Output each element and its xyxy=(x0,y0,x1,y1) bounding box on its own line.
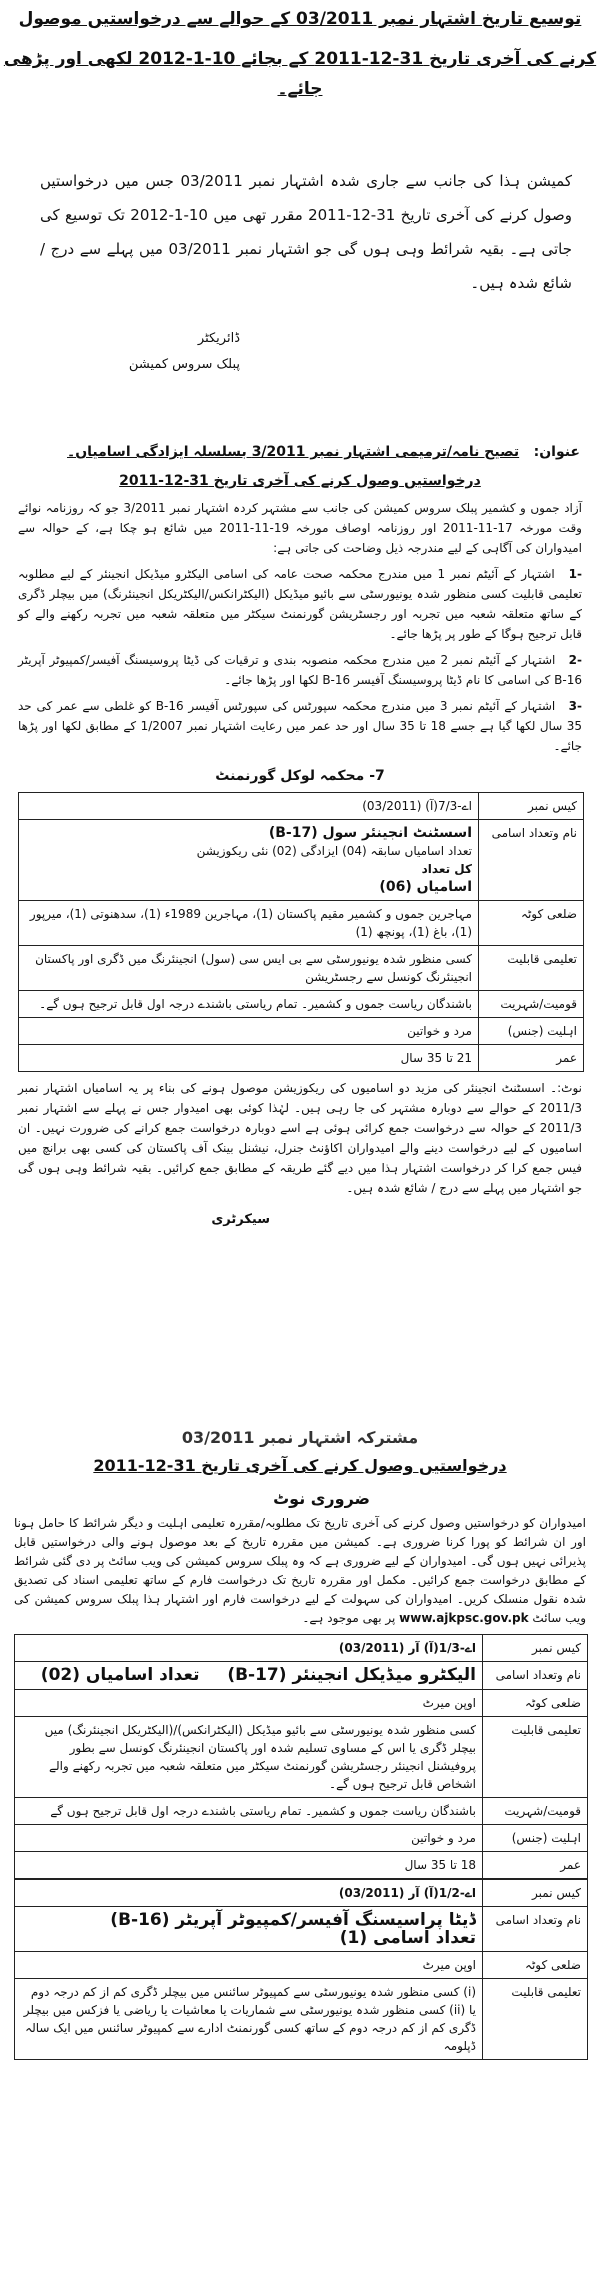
row-value: 21 تا 35 سال xyxy=(19,1045,479,1072)
table-row xyxy=(15,1880,588,1907)
table-row xyxy=(15,1690,588,1717)
secretary-signature: سیکرٹری xyxy=(211,1212,270,1227)
row-label: قومیت/شہریت xyxy=(479,991,584,1018)
row-value: اے-1/2(آ) آر (03/2011) xyxy=(15,1880,483,1907)
main-ad-deadline: درخواستیں وصول کرنے کی آخری تاریخ 31-12-2011 xyxy=(93,1456,507,1475)
row-label: ضلعی کوٹہ xyxy=(483,1952,588,1979)
post-cell xyxy=(15,1662,483,1690)
corrigendum-point-1 xyxy=(0,558,600,644)
important-note-text xyxy=(0,1512,600,1628)
row-label: اہلیت (جنس) xyxy=(479,1018,584,1045)
table-row xyxy=(19,1018,584,1045)
table-row xyxy=(15,1825,588,1852)
post-cell xyxy=(15,1907,483,1952)
row-value: (i) کسی منظور شدہ یونیورسٹی سے کمپیوٹر سائنس میں بیچلر ڈگری کم از کم درجہ دوم یا (ii) کسی منظور شدہ یونیورسٹی سے شماریات یا معاشیات یا ریاضی یا فزکس میں بیچلر ڈگری کم از کم درجہ دوم کے ساتھ کسی گورنمنٹ ادارے سے کمپیوٹر سائنس میں ایک سالہ ڈپلومہ xyxy=(15,1979,483,2060)
row-label: عمر xyxy=(479,1045,584,1072)
table-row xyxy=(15,1952,588,1979)
table-row xyxy=(19,793,584,820)
post-cell xyxy=(19,820,479,901)
point-text: اشتہار کے آئیٹم نمبر 3 میں مندرج محکمہ سپورٹس کی سپورٹس آفیسر B-16 کو غلطی سے عمر کی حد 35 سال لکھا گیا ہے جسے 18 تا 35 سال اور حد عمر میں رعایت اشتہار نمبر 1/2007 کے مطابق لکھا اور پڑھا جائے۔ xyxy=(18,699,582,753)
note-suffix: پر بھی موجود ہے۔ xyxy=(302,1611,396,1625)
table-row xyxy=(15,1717,588,1798)
signature-title: ڈائریکٹر xyxy=(197,331,240,346)
table-row xyxy=(19,1045,584,1072)
extension-title-line1: توسیع تاریخ اشتہار نمبر 03/2011 کے حوالے سے درخواستیں موصول xyxy=(18,9,582,29)
table-row xyxy=(19,901,584,946)
corrigendum-subject-row xyxy=(0,440,600,464)
row-label: تعلیمی قابلیت xyxy=(479,946,584,991)
row-value: اوپن میرٹ xyxy=(15,1690,483,1717)
post-count-label: کل تعداد xyxy=(421,862,472,876)
extension-body: کمیشن ہذا کی جانب سے جاری شدہ اشتہار نمبر 03/2011 جس میں درخواستیں وصول کرنے کی آخری تاریخ 31-12-2011 مقرر تھی میں 10-1-2012 تک توسیع کی جاتی ہے۔ بقیہ شرائط وہی ہوں گی جو اشتہار نمبر 03/2011 میں پہلے سے درج / شائع شدہ ہیں۔ xyxy=(40,172,572,292)
row-value: مرد و خواتین xyxy=(15,1825,483,1852)
extension-notice xyxy=(0,4,600,378)
row-value: باشندگان ریاست جموں و کشمیر۔ تمام ریاستی باشندے درجہ اول قابل ترجیح ہوں گے xyxy=(15,1798,483,1825)
post-extra: تعداد اسامیاں سابقہ (04) ایزادگی (02) نئی ریکوزیشن xyxy=(196,844,472,858)
subject-label: عنوان: xyxy=(533,444,580,460)
point-number: -3 xyxy=(568,699,582,713)
corrigendum xyxy=(0,440,600,1227)
corrigendum-subtitle: درخواستیں وصول کرنے کی آخری تاریخ 31-12-2011 xyxy=(119,473,481,489)
post-count: تعداد اسامیاں (02) xyxy=(40,1665,200,1685)
signature-org: پبلک سروس کمیشن xyxy=(128,357,240,372)
post-count: اسامیاں (06) xyxy=(379,879,472,895)
corrigendum-point-2 xyxy=(0,644,600,690)
main-ad-heading: مشترکہ اشتہار نمبر 03/2011 xyxy=(181,1428,419,1447)
row-label: کیس نمبر xyxy=(483,1880,588,1907)
row-value: 18 تا 35 سال xyxy=(15,1852,483,1879)
row-label: نام وتعداد اسامی xyxy=(483,1662,588,1690)
row-label: ضلعی کوٹہ xyxy=(483,1690,588,1717)
row-label: نام وتعداد اسامی xyxy=(483,1907,588,1952)
point-text: اشتہار کے آئیٹم نمبر 2 میں مندرج محکمہ منصوبہ بندی و ترقیات کی ڈیٹا پروسیسنگ آفیسر/کمپیوٹر آپریٹر B-16 کی اسامی کا نام ڈیٹا پروسیسنگ آفیسر B-16 لکھا اور پڑھا جائے۔ xyxy=(18,653,582,687)
table-row xyxy=(15,1907,588,1952)
row-value: اے-1/3(آ) آر (03/2011) xyxy=(15,1635,483,1662)
table-row xyxy=(15,1635,588,1662)
extension-signature xyxy=(0,326,240,378)
extension-title-line2: کرنے کی آخری تاریخ 31-12-2011 کے بجائے 10-1-2012 لکھی اور پڑھی جائے۔ xyxy=(3,49,597,99)
website-link[interactable]: www.ajkpsc.gov.pk xyxy=(399,1611,529,1625)
row-value: مہاجرین جموں و کشمیر مقیم پاکستان (1)، مہاجرین 1989ء (1)، سدھنوتی (1)، میرپور (1)، باغ (1)، پونچھ (1) xyxy=(19,901,479,946)
table-row xyxy=(19,820,584,901)
point-text: اشتہار کے آئیٹم نمبر 1 میں مندرج محکمہ صحت عامہ کی اسامی الیکٹرو میڈیکل انجینئر کے لیے مطلوبہ تعلیمی قابلیت کسی منظور شدہ یونیورسٹی سے بائیو میڈیکل (الیکٹرانکس/الیکٹریکل انجینئرنگ) میں بیچلر ڈگری کے ساتھ متعلقہ شعبہ میں تجربہ اور رجسٹریشن گورنمنٹ سیکٹر میں متعلقہ شعبہ میں تجربہ رکھنے والے کو قابل ترجیح ہوگا کے طور پر پڑھا جائے۔ xyxy=(18,567,582,641)
row-value: کسی منظور شدہ یونیورسٹی سے بائیو میڈیکل (الیکٹرانکس)/(الیکٹریکل انجینئرنگ) میں بیچلر ڈگری یا اس کے مساوی تسلیم شدہ اور پاکستان انجینئرنگ کونسل سے بطور پروفیشنل انجینئر رجسٹریشن گورنمنٹ سیکٹر میں متعلقہ شعبہ میں تجربہ رکھنے والے اشخاص قابل ترجیح ہوں گے۔ xyxy=(15,1717,483,1798)
case1-table xyxy=(14,1634,588,1879)
case2-table xyxy=(14,1879,588,2060)
row-label: اہلیت (جنس) xyxy=(483,1825,588,1852)
post-name: ڈیٹا پراسیسنگ آفیسر/کمپیوٹر آپریٹر (B-16) xyxy=(110,1910,476,1930)
subject-text: تصیح نامہ/ترمیمی اشتہار نمبر 3/2011 بسلسلہ ایزادگی اسامیاں۔ xyxy=(67,444,520,460)
row-label: تعلیمی قابلیت xyxy=(483,1717,588,1798)
post-name: الیکٹرو میڈیکل انجینئر (B-17) xyxy=(227,1665,476,1685)
row-value: باشندگان ریاست جموں و کشمیر۔ تمام ریاستی باشندے درجہ اول قابل ترجیح ہوں گے۔ xyxy=(19,991,479,1018)
important-note-title: ضروری نوٹ xyxy=(273,1489,370,1508)
corrigendum-point-3 xyxy=(0,690,600,756)
row-label: عمر xyxy=(483,1852,588,1879)
table-row xyxy=(19,991,584,1018)
table-row xyxy=(15,1852,588,1879)
row-label: تعلیمی قابلیت xyxy=(483,1979,588,2060)
corrigendum-intro: آزاد جموں و کشمیر پبلک سروس کمیشن کی جانب سے مشتہر کردہ اشتہار نمبر 3/2011 جو کہ روزنامہ نوائے وقت مورخہ 17-11-2011 اور روزنامہ اوصاف مورخہ 19-11-2011 میں شائع ہو چکا ہے، کے حوالہ سے امیدواران کی آگاہی کے لیے مندرجہ ذیل وضاحت کی جاتی ہے: xyxy=(18,501,583,555)
post-count: تعداد اسامی (1) xyxy=(339,1928,476,1948)
table-row xyxy=(19,946,584,991)
row-label: ضلعی کوٹہ xyxy=(479,901,584,946)
point-number: -1 xyxy=(568,567,582,581)
local-government-heading: 7- محکمہ لوکل گورنمنٹ xyxy=(215,768,385,784)
row-label: نام وتعداد اسامی xyxy=(479,820,584,901)
table-row xyxy=(15,1662,588,1690)
row-label: کیس نمبر xyxy=(479,793,584,820)
row-value: مرد و خواتین xyxy=(19,1018,479,1045)
main-advertisement xyxy=(0,1424,600,2060)
row-value: اوپن میرٹ xyxy=(15,1952,483,1979)
point-number: -2 xyxy=(568,653,582,667)
row-label: کیس نمبر xyxy=(483,1635,588,1662)
table-row xyxy=(15,1979,588,2060)
table-row xyxy=(15,1798,588,1825)
note-body: امیدواران کو درخواستیں وصول کرنے کی آخری تاریخ تک مطلوبہ/مقررہ تعلیمی اہلیت و دیگر شرائط کا حامل ہونا اور ان شرائط کو پورا کرنا ضروری ہے۔ کمیشن میں مقررہ تاریخ کے بعد موصول ہونے والی درخواستیں قابل پذیرائی نہیں ہوں گی۔ امیدواران کے لیے ضروری ہے کہ وہ پبلک سروس کمیشن کی ویب سائٹ پر دی گئی شرائط کے مطابق درخواست جمع کرائیں۔ مکمل اور مقررہ تاریخ تک درخواست فارم کے ساتھ تعلیمی اسناد کی تصدیق شدہ نقول منسلک کریں۔ امیدواران کی سہولت کے لیے درخواست فارم اور اشتہار ہذا پبلک سروس کمیشن کی ویب سائٹ xyxy=(14,1516,586,1625)
row-label: قومیت/شہریت xyxy=(483,1798,588,1825)
post-name: اسسٹنٹ انجینئر سول (B-17) xyxy=(268,825,472,841)
local-government-table xyxy=(18,792,584,1072)
corrigendum-note: نوٹ:۔ اسسٹنٹ انجینئر کی مزید دو اسامیوں کی ریکوزیشن موصول ہونے کی بناء پر یہ اسامیاں اشتہار نمبر 2011/3 کے حوالے سے دوبارہ مشتہر کی جا رہی ہیں۔ لہٰذا کوئی بھی امیدوار جس نے پہلے سے اشتہار نمبر 2011/3 کے حوالہ سے درخواست جمع کرائی ہوئی ہے اسے دوبارہ درخواست جمع کرانے کی ضرورت نہیں۔ ان اسامیوں کے لیے درخواست دینے والے امیدواران اکاؤنٹ جنرل، نیشنل بینک آف پاکستان کی کسی بھی برانچ میں فیس جمع کرا کر درخواست اشتہار ہذا میں دیے گئے طریقہ کے مطابق جمع کرائیں۔ بقیہ شرائط وہی ہوں گی جو اشتہار میں پہلے سے درج / شائع شدہ ہیں۔ xyxy=(18,1081,582,1195)
row-value: کسی منظور شدہ یونیورسٹی سے بی ایس سی (سول) انجینئرنگ میں ڈگری اور پاکستان انجینئرنگ کونسل سے رجسٹریشن xyxy=(19,946,479,991)
row-value: اے-7/3(آ) (03/2011) xyxy=(19,793,479,820)
